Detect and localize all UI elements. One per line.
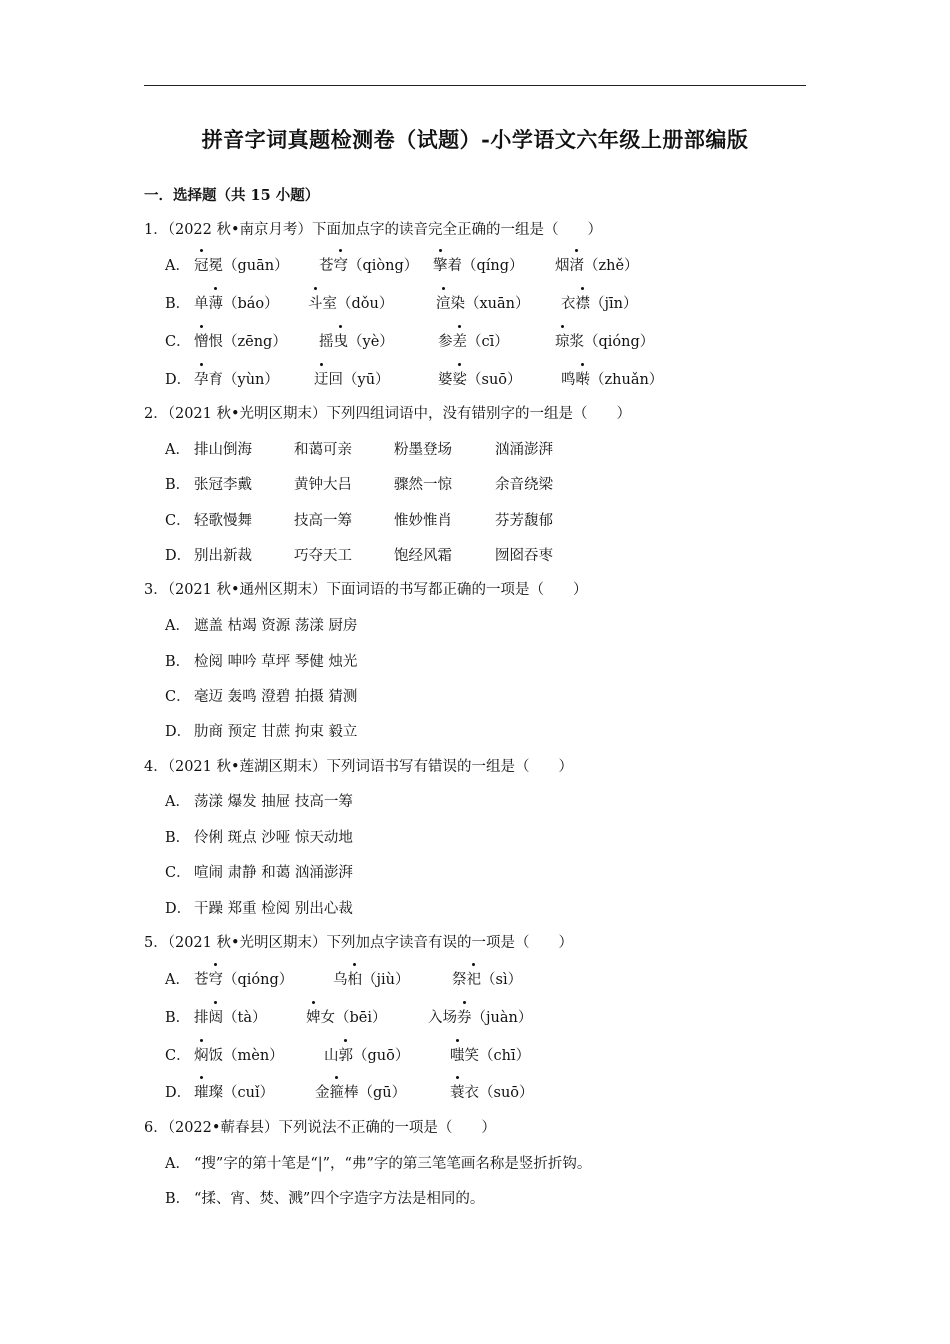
item-rest: （jiù） [362,972,410,988]
option-pinyin-item [194,292,279,313]
dotted-character: 琼 [555,330,570,351]
item-prefix: 苍 [319,258,334,274]
item-rest: （cī） [467,334,509,350]
option-pinyin-item [314,368,390,389]
option-pinyin-item [450,1044,530,1065]
option-word: 张冠李戴 [194,477,252,493]
question-number: 4． [144,759,168,775]
item-rest: 璨（cuǐ） [208,1085,275,1101]
item-prefix: 单 [194,296,209,312]
option-label: C． [165,513,191,529]
dotted-character: 憎 [194,330,209,351]
dotted-character: 焖 [194,1044,209,1065]
option-pinyin-item [561,292,637,313]
dotted-character: 娑 [453,368,468,389]
dotted-character: 祀 [467,968,482,989]
option-pinyin-item [194,254,289,275]
section-heading: 一．选择题（共 15 小题） [144,187,320,204]
item-rest: （zhuǎn） [590,372,664,388]
option-pinyin-item [194,330,287,351]
option-label: B． [165,1191,191,1207]
dotted-character: 郭 [339,1044,354,1065]
dotted-character: 孕 [194,368,209,389]
item-prefix: 鸣 [561,372,576,388]
dotted-character: 嗤 [450,1044,465,1065]
option-label: B． [165,830,191,846]
option-pinyin-item [438,368,522,389]
dotted-character: 穹 [334,254,349,275]
item-prefix: 婆 [438,372,453,388]
option-label: D． [165,901,192,917]
option-text: 遮盖 枯竭 资源 荡漾 厨房 [194,618,358,634]
item-rest: （yè） [348,334,394,350]
option-label: D． [165,372,192,388]
option-word: 惟妙惟肖 [394,513,452,529]
option-word: 排山倒海 [194,442,252,458]
option-text: 肋商 预定 甘蔗 拘束 毅立 [194,724,358,740]
question-4-stem [144,755,573,776]
dotted-character: 擎 [433,254,448,275]
question-1-stem [144,218,602,239]
option-label: C． [165,334,191,350]
dotted-character: 斗 [308,292,323,313]
option-label: C． [165,865,191,881]
question-number: 1． [144,222,168,238]
item-rest: 笑（chī） [464,1048,531,1064]
item-prefix: 金 [315,1085,330,1101]
item-rest: 育（yùn） [208,372,279,388]
item-rest: 衣（suō） [464,1085,534,1101]
item-rest: （juàn） [471,1010,533,1026]
option-pinyin-item [428,1006,532,1027]
item-rest: （qiòng） [348,258,419,274]
item-rest: 着（qíng） [447,258,524,274]
dotted-character: 啭 [576,368,591,389]
option-pinyin-item [194,1081,274,1102]
option-label: A． [165,972,190,988]
option-label: D． [165,1085,192,1101]
option-word: 粉墨登场 [394,442,452,458]
item-rest: （suō） [467,372,522,388]
option-text: 干躁 郑重 检阅 别出心裁 [194,901,353,917]
item-prefix: 排 [194,1010,209,1026]
question-text: （2021 秋•光明区期末）下列加点字读音有误的一项是（ ） [167,935,574,951]
option-pinyin-item [436,292,530,313]
item-prefix: 山 [324,1048,339,1064]
option-pinyin-item [324,1044,409,1065]
option-pinyin-item [194,368,279,389]
item-rest: （zhě） [584,258,639,274]
item-rest: 回（yū） [328,372,390,388]
option-pinyin-item [319,254,418,275]
item-rest: 女（bēi） [320,1010,387,1026]
top-rule [144,85,806,86]
question-text: （2022 秋•南京月考）下面加点字的读音完全正确的一组是（ ） [167,222,603,238]
dotted-character: 券 [457,1006,472,1027]
option-pinyin-item [555,254,639,275]
item-prefix: 入场 [428,1010,457,1026]
item-prefix: 参 [438,334,453,350]
dotted-character: 蓑 [450,1081,465,1102]
dotted-character: 冠 [194,254,209,275]
option-word: 囫囵吞枣 [495,548,553,564]
dotted-character: 渚 [570,254,585,275]
question-number: 2． [144,406,168,422]
item-rest: （qióng） [223,972,294,988]
question-text: （2021 秋•通州区期末）下面词语的书写都正确的一项是（ ） [167,582,588,598]
option-pinyin-item [308,292,393,313]
item-rest: 饭（mèn） [208,1048,284,1064]
item-rest: 染（xuān） [450,296,530,312]
option-pinyin-item [194,968,293,989]
option-pinyin-item [319,330,394,351]
question-text: （2021 秋•莲湖区期末）下列词语书写有错误的一组是（ ） [167,759,574,775]
option-pinyin-item [452,968,522,989]
item-rest: 棒（gū） [344,1085,407,1101]
dotted-character: 桕 [348,968,363,989]
item-prefix: 摇 [319,334,334,350]
option-text: 检阅 呻吟 草坪 琴健 烛光 [194,654,358,670]
item-rest: 室（dǒu） [322,296,394,312]
question-2-stem [144,402,631,423]
dotted-character: 襟 [576,292,591,313]
question-number: 5． [144,935,168,951]
question-5-stem [144,931,573,952]
option-label: D． [165,548,192,564]
item-rest: （sì） [481,972,523,988]
option-label: B． [165,1010,191,1026]
option-text: 喧闹 肃静 和蔼 汹涌澎湃 [194,865,353,881]
item-rest: （guō） [353,1048,410,1064]
option-pinyin-item [433,254,524,275]
option-word: 巧夺天工 [294,548,352,564]
dotted-character: 薄 [209,292,224,313]
item-prefix: 烟 [555,258,570,274]
question-6-stem [144,1116,496,1137]
item-rest: 浆（qióng） [569,334,655,350]
option-text: “揉、宵、焚、溅”四个字造字方法是相同的。 [194,1191,485,1207]
option-pinyin-item [194,1006,266,1027]
option-pinyin-item [561,368,663,389]
option-text: 荡漾 爆发 抽屉 技高一筹 [194,794,353,810]
dotted-character: 曳 [334,330,349,351]
option-label: B． [165,654,191,670]
dotted-character: 闼 [209,1006,224,1027]
option-word: 骤然一惊 [394,477,452,493]
item-prefix: 衣 [561,296,576,312]
question-number: 6． [144,1120,168,1136]
option-label: B． [165,477,191,493]
option-word: 别出新裁 [194,548,252,564]
option-label: A． [165,258,190,274]
item-rest: 冕（guān） [208,258,289,274]
option-pinyin-item [306,1006,387,1027]
option-word: 汹涌澎湃 [495,442,553,458]
option-label: B． [165,296,191,312]
option-label: A． [165,794,190,810]
question-text: （2022•蕲春县）下列说法不正确的一项是（ ） [167,1120,496,1136]
dotted-character: 渲 [436,292,451,313]
option-word: 芬芳馥郁 [495,513,553,529]
dotted-character: 差 [453,330,468,351]
option-word: 黄钟大吕 [294,477,352,493]
option-pinyin-item [450,1081,534,1102]
option-label: C． [165,1048,191,1064]
question-number: 3． [144,582,168,598]
item-rest: 恨（zēng） [208,334,287,350]
question-text: （2021 秋•光明区期末）下列四组词语中，没有错别字的一组是（ ） [167,406,632,422]
option-word: 饱经风霜 [394,548,452,564]
option-label: C． [165,689,191,705]
option-text: 毫迈 轰鸣 澄碧 拍摄 猜测 [194,689,358,705]
item-prefix: 祭 [452,972,467,988]
dotted-character: 婢 [306,1006,321,1027]
item-rest: （jīn） [590,296,638,312]
option-pinyin-item [438,330,509,351]
dotted-character: 箍 [330,1081,345,1102]
item-prefix: 乌 [333,972,348,988]
option-label: A． [165,442,190,458]
item-rest: （tà） [223,1010,267,1026]
option-label: A． [165,618,190,634]
option-word: 轻歌慢舞 [194,513,252,529]
option-pinyin-item [194,1044,284,1065]
option-word: 和蔼可亲 [294,442,352,458]
option-pinyin-item [315,1081,406,1102]
option-word: 技高一筹 [294,513,352,529]
dotted-character: 迂 [314,368,329,389]
question-3-stem [144,578,588,599]
option-word: 余音绕梁 [495,477,553,493]
option-label: D． [165,724,192,740]
option-pinyin-item [555,330,654,351]
dotted-character: 穹 [209,968,224,989]
option-text: “搜”字的第十笔是“|”，“弗”字的第三笔笔画名称是竖折折钩。 [194,1156,592,1172]
item-rest: （báo） [223,296,279,312]
option-text: 伶俐 斑点 沙哑 惊天动地 [194,830,353,846]
page-title: 拼音字词真题检测卷（试题）-小学语文六年级上册部编版 [201,127,749,152]
option-label: A． [165,1156,190,1172]
item-prefix: 苍 [194,972,209,988]
option-pinyin-item [333,968,409,989]
dotted-character: 璀 [194,1081,209,1102]
